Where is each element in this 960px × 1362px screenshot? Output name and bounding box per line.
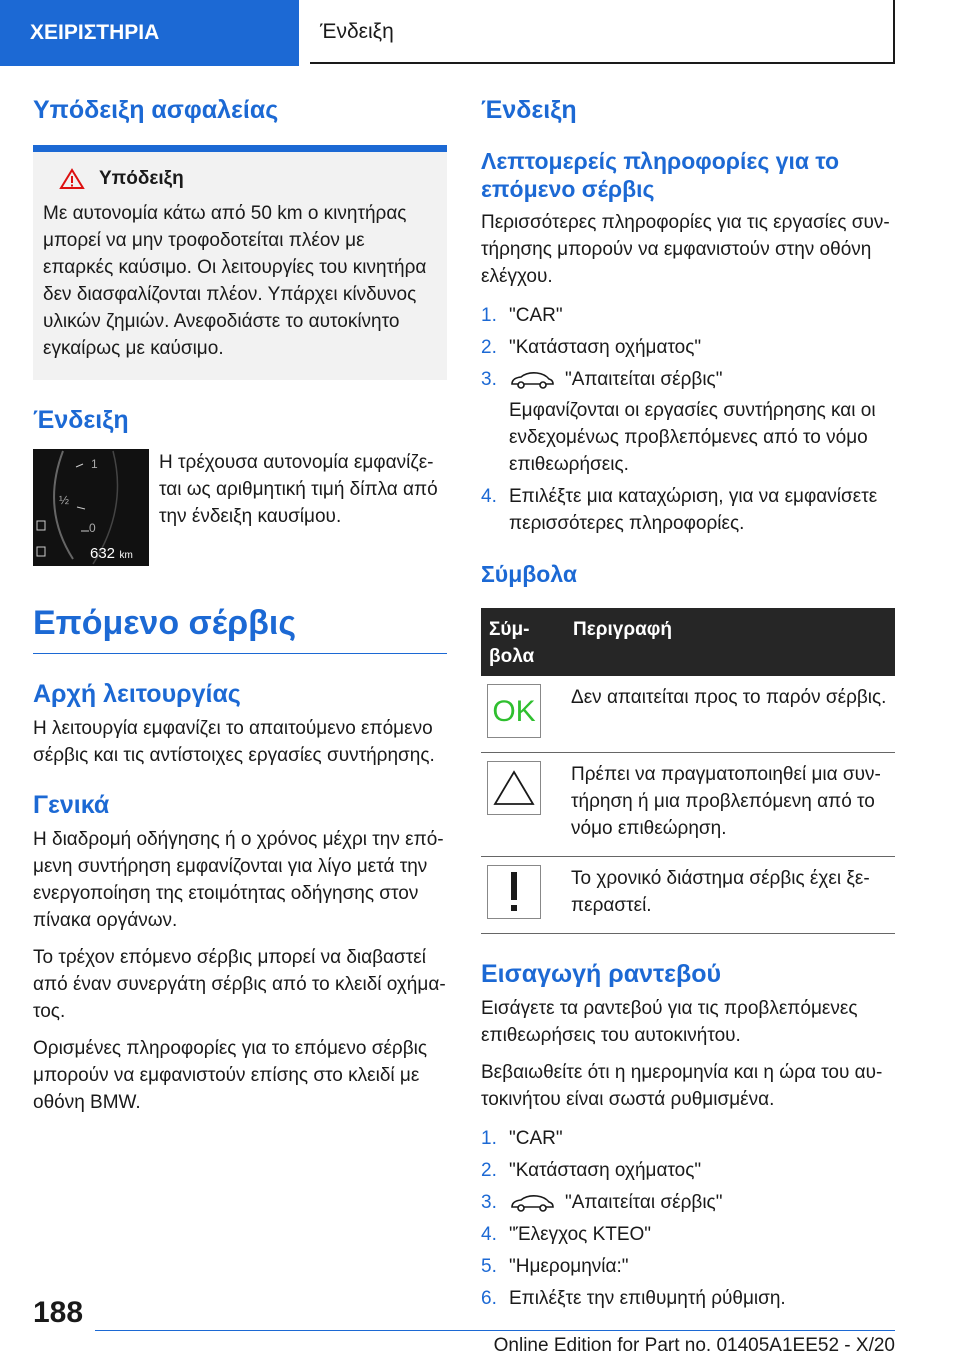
page-number: 188	[33, 1296, 84, 1329]
step-text: "Απαιτείται σέρβις"	[565, 369, 723, 390]
step-text: "Κατάσταση οχήματος"	[509, 1160, 702, 1181]
principle-title: Αρχή λειτουργίας	[33, 680, 241, 708]
symbol-cell	[481, 676, 565, 753]
general-text-3: Ορισμένες πληροφορίες για το επόμενο σέρβις μπορούν να εμφανιστούν επίσης στο κλειδί με οθόνη BMW.	[33, 1038, 428, 1113]
symbols-title: Σύμβολα	[481, 561, 577, 587]
step-text: Επιλέξτε την επιθυμητή ρύθμιση.	[509, 1288, 786, 1309]
display-row	[33, 449, 447, 566]
list-item	[481, 483, 895, 537]
step-number: 1.	[481, 1128, 497, 1149]
warning-header	[59, 168, 437, 190]
table-row	[481, 676, 895, 753]
display-title: Ένδειξη	[33, 406, 129, 434]
details-steps	[481, 302, 895, 537]
right-column	[481, 96, 895, 1312]
edition-text: Online Edition for Part no. 01405A1EE52 - X/20	[493, 1335, 895, 1356]
desc-cell: Δεν απαιτείται προς το παρόν σέρβις.	[565, 676, 895, 753]
list-item	[481, 366, 895, 478]
list-item	[481, 302, 895, 329]
symbol-cell	[481, 857, 565, 934]
step-subtext: Εμφανίζονται οι εργασίες συντήρησης και οι ενδεχομένως προβλεπόμενες από το νόμο επιθεωρήσεις.	[509, 400, 876, 475]
gauge-tick-0: 0	[89, 521, 96, 535]
general-text-2: Το τρέχον επόμενο σέρβις μπορεί να διαβαστεί από έναν συνεργάτη σέρβις από το κλειδί οχήματος.	[33, 947, 446, 1022]
step-text: "CAR"	[509, 305, 563, 326]
step-text: "Κατάσταση οχήματος"	[509, 337, 702, 358]
symbol-cell	[481, 753, 565, 857]
warning-label: Υπόδειξη	[99, 168, 184, 189]
gauge-range-value: 632	[90, 545, 116, 562]
triangle-icon	[487, 761, 541, 815]
step-number: 1.	[481, 305, 497, 326]
warning-text: Με αυτονομία κάτω από 50 km ο κινητήρας μπορεί να μην τροφοδοτείται πλέον με επαρκές καύσιμο. Οι λειτουργίες του κινητήρα δεν διασφαλίζονται πλέον. Υπάρχει κίνδυνος υλικών ζημιών. Ανεφοδιάστε το αυτοκίνητο εγκαίρως με καύσιμο.	[43, 203, 427, 359]
list-item	[481, 1189, 895, 1216]
step-text: Επιλέξτε μια καταχώριση, για να εμφανίσετε περισσότερες πληροφορίες.	[509, 486, 878, 534]
list-item	[481, 1253, 895, 1280]
chapter-tab: ΧΕΙΡΙΣΤΗΡΙΑ	[0, 0, 299, 66]
display-text: Η τρέχουσα αυτονομία εμφανίζεται ως αριθμητική τιμή δίπλα από την ένδειξη καυσίμου.	[159, 452, 438, 527]
col-symbol-header: Σύμβολα	[481, 608, 565, 676]
step-text: "Ημερομηνία:"	[509, 1256, 629, 1277]
warning-box	[33, 145, 447, 380]
ok-symbol-text: OK	[492, 694, 536, 728]
step-number: 3.	[481, 369, 497, 390]
step-text: "CAR"	[509, 1128, 563, 1149]
step-number: 2.	[481, 337, 497, 358]
step-number: 4.	[481, 1224, 497, 1245]
step-number: 2.	[481, 1160, 497, 1181]
symbols-table	[481, 608, 895, 934]
list-item	[481, 1221, 895, 1248]
step-number: 3.	[481, 1192, 497, 1213]
table-row	[481, 753, 895, 857]
step-text: "Έλεγχος ΚΤΕΟ"	[509, 1224, 652, 1245]
table-row	[481, 857, 895, 934]
ok-icon	[487, 684, 541, 738]
appointment-steps	[481, 1125, 895, 1312]
details-text: Περισσότερες πληροφορίες για τις εργασίες συντήρησης μπορούν να εμφανιστούν στην οθόνη ελέγχου.	[481, 212, 890, 287]
topic-header: Ένδειξη	[310, 0, 895, 64]
appointment-title: Εισαγωγή ραντεβού	[481, 960, 722, 988]
step-number: 4.	[481, 486, 497, 507]
list-item	[481, 1125, 895, 1152]
desc-cell: Πρέπει να πραγματοποιηθεί μια συντήρηση ή μια προβλεπόμενη από το νόμο επιθεώρηση.	[565, 753, 895, 857]
display-title-right: Ένδειξη	[481, 96, 577, 124]
appointment-text-1: Εισάγετε τα ραντεβού για τις προβλεπόμενες επιθεωρήσεις του αυτοκινήτου.	[481, 998, 858, 1046]
car-service-icon	[509, 371, 555, 389]
list-item	[481, 1285, 895, 1312]
gauge-tick-1: 1	[91, 457, 98, 471]
fuel-gauge-image	[33, 449, 149, 566]
step-text: "Απαιτείται σέρβις"	[565, 1192, 723, 1213]
list-item	[481, 1157, 895, 1184]
details-title: Λεπτομερείς πληροφορίες για το επόμενο σέρβις	[481, 148, 840, 202]
desc-cell: Το χρονικό διάστημα σέρβις έχει ξεπεραστεί.	[565, 857, 895, 934]
appointment-text-2: Βεβαιωθείτε ότι η ημερομηνία και η ώρα του αυτοκινήτου είναι σωστά ρυθμισμένα.	[481, 1062, 883, 1110]
gauge-range	[90, 545, 133, 563]
left-column	[33, 96, 447, 1116]
footer-divider	[95, 1330, 895, 1331]
step-number: 6.	[481, 1288, 497, 1309]
gauge-tick-half: ½	[59, 493, 70, 507]
col-desc-header: Περιγραφή	[565, 608, 895, 676]
table-header-row	[481, 608, 895, 676]
exclamation-icon	[487, 865, 541, 919]
general-text-1: Η διαδρομή οδήγησης ή ο χρόνος μέχρι την επόμενη συντήρηση εμφανίζονται για λίγο μετά την ενεργοποίηση της ετοιμότητας οδήγησης στον πίνακα οργάνων.	[33, 829, 444, 931]
list-item	[481, 334, 895, 361]
next-service-title: Επόμενο σέρβις	[33, 604, 447, 654]
step-number: 5.	[481, 1256, 497, 1277]
safety-title: Υπόδειξη ασφαλείας	[33, 96, 279, 124]
principle-text: Η λειτουργία εμφανίζει το απαιτούμενο επόμενο σέρβις και τις αντίστοιχες εργασίες συντήρησης.	[33, 718, 435, 766]
gauge-range-unit: km	[119, 550, 133, 561]
warning-triangle-icon	[59, 168, 85, 190]
general-title: Γενικά	[33, 791, 110, 819]
car-service-icon	[509, 1194, 555, 1212]
